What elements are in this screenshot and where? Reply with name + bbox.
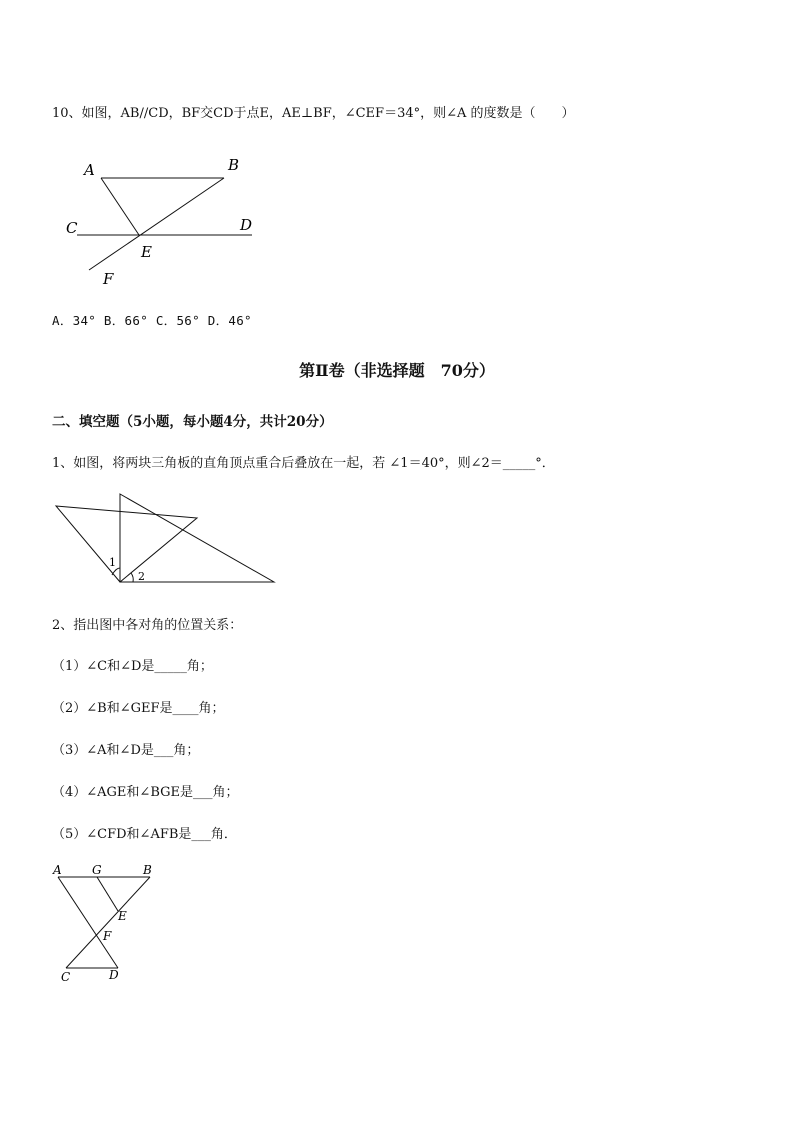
angle-label-1: 1 xyxy=(109,556,116,569)
segment-bc xyxy=(66,877,150,968)
question-2-intro: 2、指出图中各对角的位置关系： xyxy=(52,618,243,633)
label-f: F xyxy=(103,929,112,943)
question-2-item-1: （1）∠C和∠D是_____角； xyxy=(52,659,213,674)
label-e: E xyxy=(118,909,127,923)
question-2-item-3: （3）∠A和∠D是___角； xyxy=(52,743,200,758)
question-2-item-2: （2）∠B和∠GEF是____角； xyxy=(52,701,225,716)
label-f: F xyxy=(103,270,114,288)
label-c: C xyxy=(61,970,71,984)
question-10-text: 10、如图，AB//CD，BF交CD于点E，AE⊥BF，∠CEF＝34°，则∠A 的度数是（ ） xyxy=(52,106,575,121)
label-d: D xyxy=(240,216,253,234)
label-e: E xyxy=(141,243,152,261)
segment-ad xyxy=(58,877,118,968)
label-a: A xyxy=(53,863,62,877)
label-a: A xyxy=(84,161,95,179)
question-10-options: A．34° B．66° C．56° D．46° xyxy=(52,313,252,328)
label-d: D xyxy=(109,968,119,982)
segment-ge xyxy=(97,877,118,911)
question-1-text: 1、如图，将两块三角板的直角顶点重合后叠放在一起，若 ∠1＝40°，则∠2＝_____°． xyxy=(52,456,555,471)
section-title: 第Ⅱ卷（非选择题 70分） xyxy=(299,361,495,380)
label-c: C xyxy=(66,219,78,237)
label-b: B xyxy=(143,863,152,877)
angle-label-2: 2 xyxy=(138,570,145,583)
label-g: G xyxy=(92,863,102,877)
part-header: 二、填空题（5小题，每小题4分，共计20分） xyxy=(52,414,333,430)
label-b: B xyxy=(228,156,240,174)
question-2-item-5: （5）∠CFD和∠AFB是___角． xyxy=(52,827,237,842)
question-2-item-4: （4）∠AGE和∠BGE是___角； xyxy=(52,785,239,800)
